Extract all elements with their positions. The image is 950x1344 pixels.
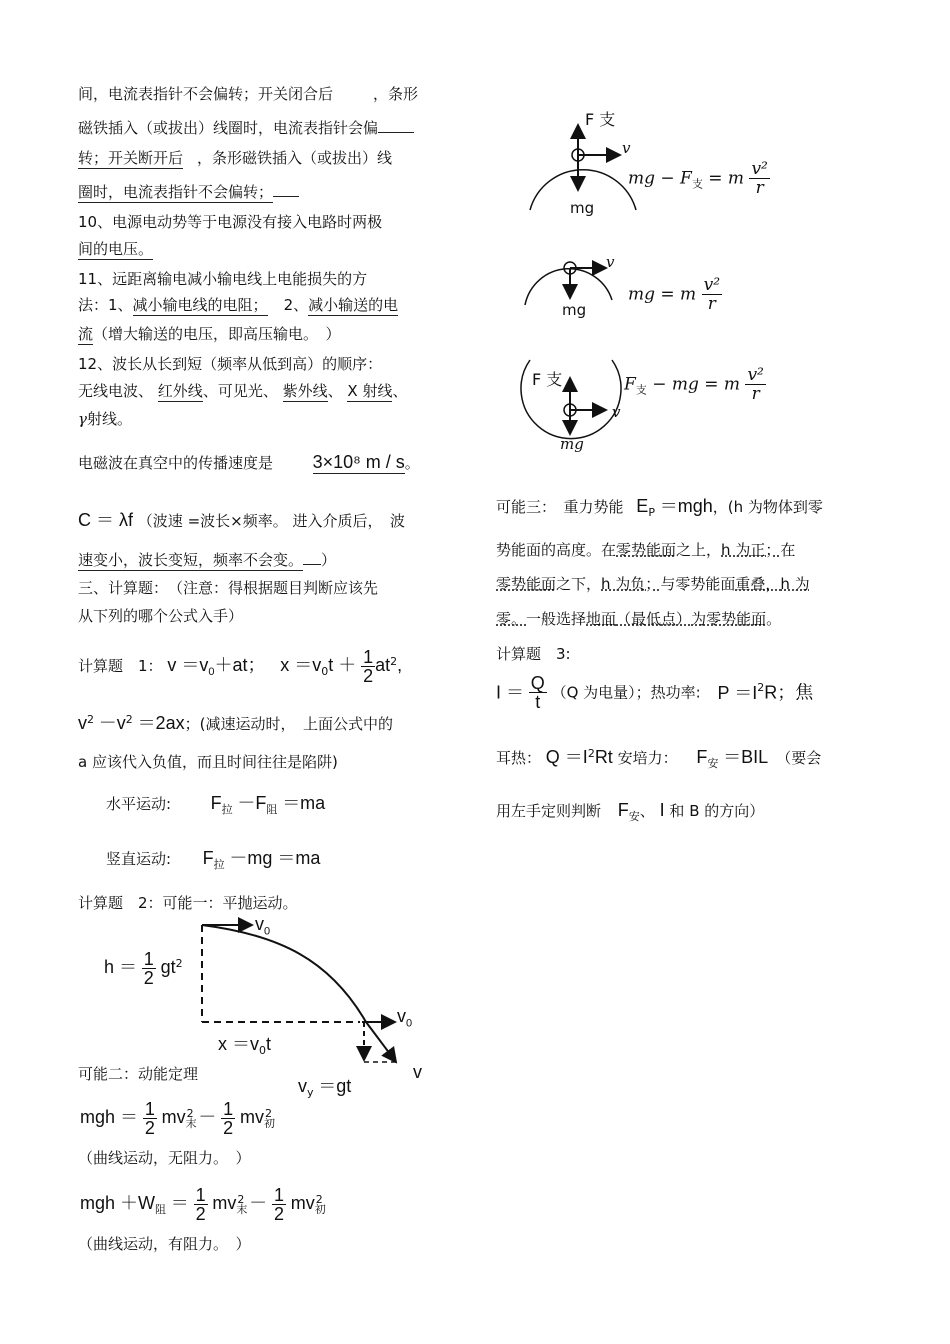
em-speed: 电磁波在真空中的传播速度是 3×10⁸ m / s。 bbox=[78, 452, 420, 472]
equation-1: mg − $F_支 = m$ $\frac{\text{v²}}{r}$ bbox=[628, 159, 768, 198]
velocity-displacement: $v^2 -v^2 =2ax$；(减速运动时， 上面公式中的 bbox=[78, 713, 393, 733]
pe-line-4: 零。一般选择地面（最低点）为零势能面。 bbox=[496, 610, 782, 628]
v0-label-top: $v_0$ bbox=[255, 914, 271, 938]
calc-1-formulas: 计算题 1： $v =v_0+at$； $x =v_0t$ ＋ $\frac{1}{2}$ $at^2$, bbox=[78, 647, 403, 686]
text-line-1: 间，电流表指针不会偏转；开关闭合后 ，条形 bbox=[78, 85, 419, 103]
item-11-methods: 法：1、减小输电线的电阻； 2、减小输送的电 bbox=[78, 296, 399, 314]
pe-line-3: 零势能面之下，h 为负；与零势能面重叠，h 为 bbox=[496, 575, 810, 593]
wave-order-cont: γ射线。 bbox=[78, 410, 132, 428]
mg-label-1: mg bbox=[570, 199, 595, 217]
energy-theorem-2: mgh $+W_阻$ ＝ $\frac{1}{2}$ $mv_末^2$ － $\frac{1}{2}$ $mv_初^2$ bbox=[80, 1185, 326, 1224]
pe-line-2: 势能面的高度。在零势能面之上，h 为正；在 bbox=[496, 541, 796, 559]
text-line-4: 圈时，电流表指针不会偏转； bbox=[78, 182, 299, 202]
text-line-3: 转；开关断开后 ，条形磁铁插入（或拔出）线 bbox=[78, 149, 393, 167]
v-label-2: v bbox=[606, 253, 615, 271]
item-10-cont: 间的电压。 bbox=[78, 240, 154, 258]
fzhi-label-3: F 支 bbox=[532, 370, 563, 389]
item-12: 12、波长从长到短（频率从低到高）的顺序： bbox=[78, 355, 383, 373]
x-formula: $x =v_0t$ bbox=[218, 1034, 272, 1057]
v-label: v bbox=[413, 1062, 422, 1082]
current-heat-formulas: I ＝ $\frac{Q}{t}$ （Q 为电量）；热功率: $P =I^2R$；焦 bbox=[496, 673, 814, 712]
horizontal-motion: 水平运动: $F_拉 -F_阻 =ma$ bbox=[106, 793, 326, 816]
equation-3: $F_支$ − mg = m $\frac{\text{v²}}{r}$ bbox=[624, 365, 764, 404]
item-10: 10、电源电动势等于电源没有接入电路时两极 bbox=[78, 213, 383, 231]
left-hand-rule: 用左手定则判断 $F_安$、 I 和 B 的方向） bbox=[496, 800, 765, 823]
section-3-title: 三、计算题： （注意：得根据题目判断应该先 bbox=[78, 579, 379, 597]
energy-theorem-1: mgh ＝ $\frac{1}{2}$ $mv_末^2$ － $\frac{1}{2}$ $mv_初^2$ bbox=[80, 1099, 275, 1138]
vertical-motion: 竖直运动: $F_拉 -mg =ma$ bbox=[106, 848, 321, 871]
height-formula: h ＝ $\frac{1}{2}$ $gt^2$ bbox=[104, 949, 183, 988]
accel-note: a 应该代入负值，而且时间往往是陷阱) bbox=[78, 753, 338, 771]
calc-2-title: 计算题 2：可能一：平抛运动。 bbox=[78, 894, 298, 912]
speed-value: 3×10⁸ m / s bbox=[312, 452, 405, 472]
possibility-2-title: 可能二：动能定理 bbox=[78, 1065, 199, 1083]
v0-label-right: $v_0$ bbox=[397, 1006, 413, 1030]
equation-2: mg = m $\frac{\text{v²}}{r}$ bbox=[628, 275, 721, 314]
wave-formula-cont: 速变小，波长变短，频率不会变。 ） bbox=[78, 551, 337, 569]
mg-label-3: mg bbox=[560, 435, 584, 453]
energy-note-2: （曲线运动，有阻力。 ） bbox=[78, 1235, 251, 1253]
possibility-3: 可能三： 重力势能 $E_P =mgh$，(h 为物体到零 bbox=[496, 496, 823, 519]
calc-3-title: 计算题 3: bbox=[496, 645, 571, 663]
section-3-cont: 从下列的哪个公式入手） bbox=[78, 607, 244, 625]
v-label-1: v bbox=[622, 139, 631, 157]
mg-label-2: mg bbox=[562, 301, 587, 319]
item-11-cont: 流（增大输送的电压，即高压输电。 ） bbox=[78, 325, 341, 343]
joule-ampere-formulas: 耳热： $Q =I^2Rt$ 安培力： $F_安 =BIL$ （要会 bbox=[496, 747, 822, 770]
v-label-3: v bbox=[612, 403, 621, 421]
wave-formula: C ＝ λf （波速 =波长×频率。 进入介质后， 波 bbox=[78, 510, 405, 530]
vy-formula: $v_y =gt$ bbox=[298, 1076, 352, 1099]
item-11: 11、远距离输电减小输电线上电能损失的方 bbox=[78, 270, 368, 288]
wave-order: 无线电波、 红外线、可见光、 紫外线、 X 射线、 bbox=[78, 382, 408, 400]
fraction-half: $\frac{1}{2}$ bbox=[363, 647, 374, 686]
fzhi-label-1: F 支 bbox=[585, 110, 616, 129]
text-line-2: 磁铁插入（或拔出）线圈时，电流表指针会偏 bbox=[78, 118, 414, 138]
energy-note-1: （曲线运动，无阻力。 ） bbox=[78, 1149, 251, 1167]
